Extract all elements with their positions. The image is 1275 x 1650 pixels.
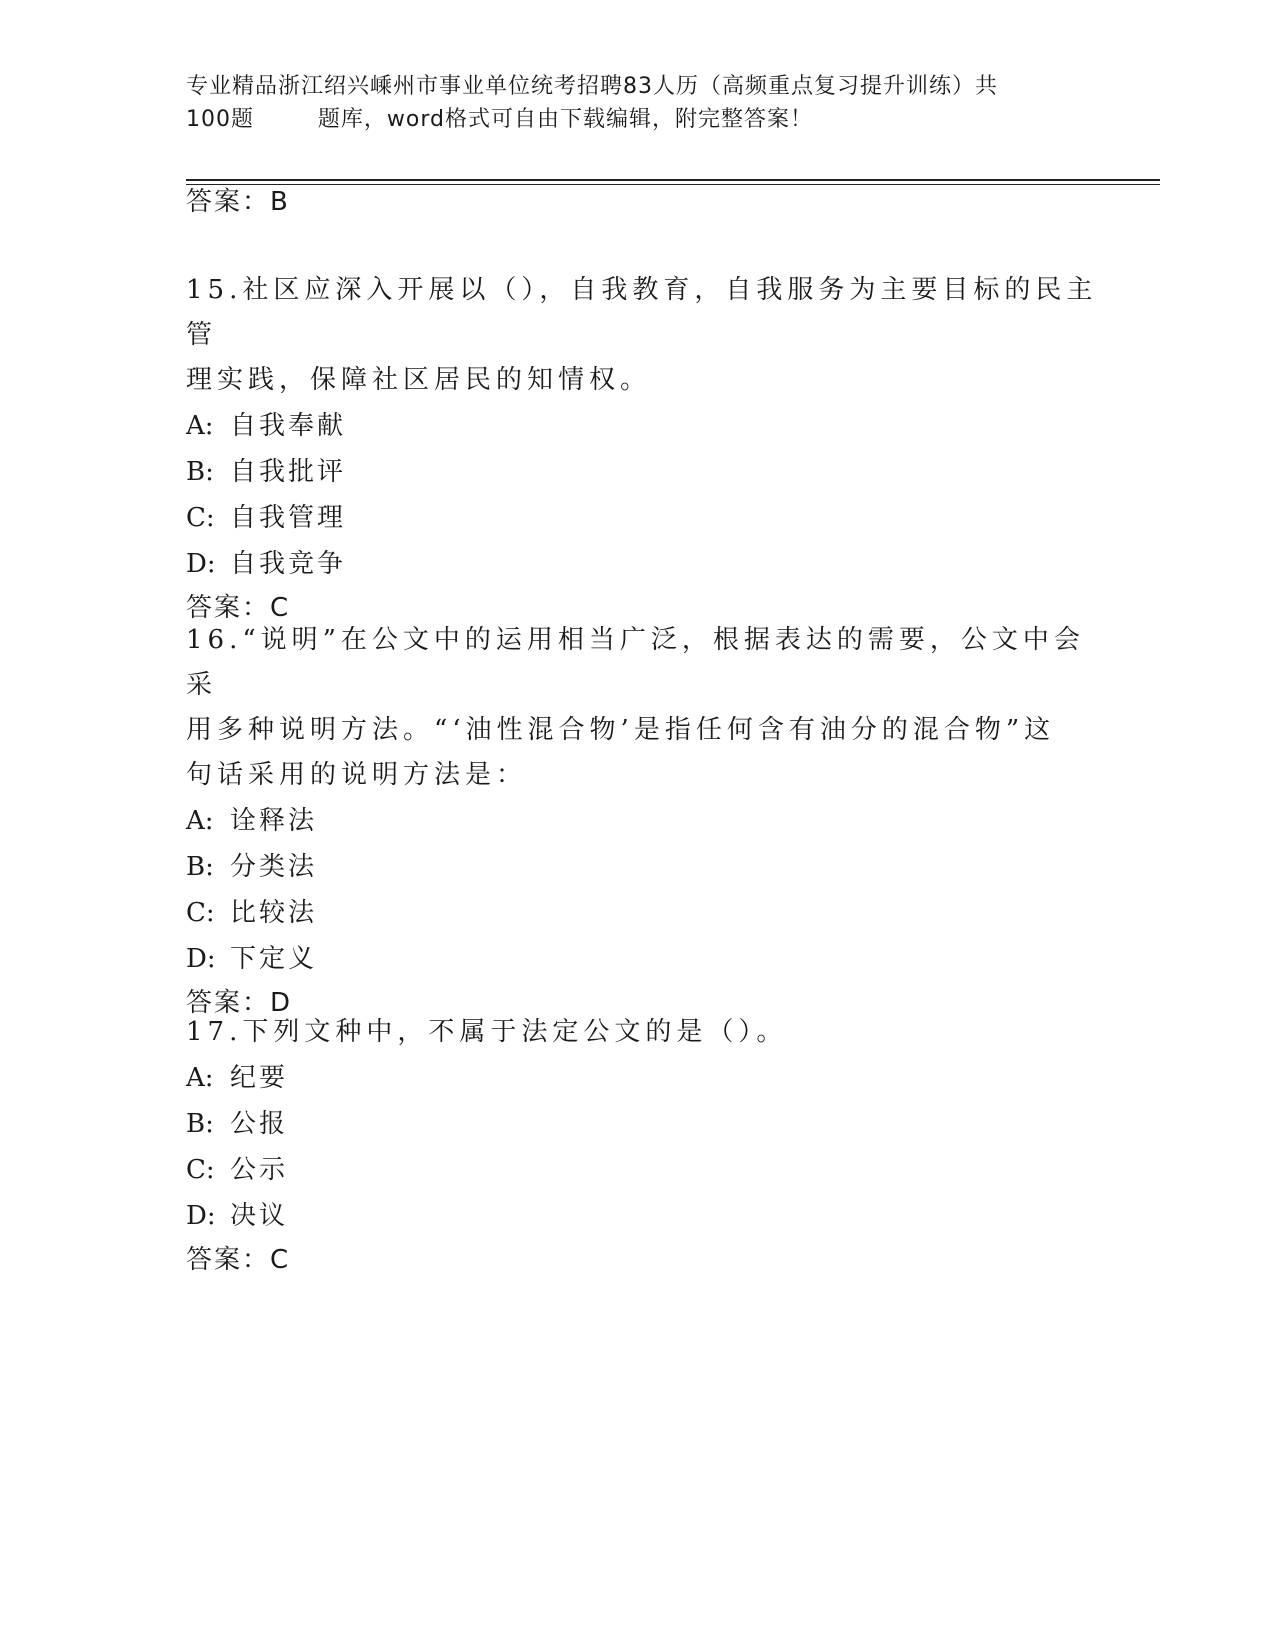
option-key: B: xyxy=(186,1109,214,1139)
question-16-options xyxy=(186,798,1106,982)
option-text: 决议 xyxy=(230,1201,289,1231)
question-16 xyxy=(186,618,1106,1022)
option-key: D: xyxy=(186,944,216,974)
option-key: A: xyxy=(186,1063,214,1093)
question-16-line-2: 用多种说明方法。“‘油性混合物’是指任何含有油分的混合物”这 xyxy=(186,715,1056,745)
option-text: 自我批评 xyxy=(230,457,347,487)
option-key: C: xyxy=(186,1155,215,1185)
option-key: C: xyxy=(186,898,215,928)
question-16-stem xyxy=(186,618,1106,798)
header-title-line-2: 100题 题库，word格式可自由下载编辑，附完整答案！ xyxy=(186,107,814,132)
option-key: B: xyxy=(186,457,214,487)
option-text: 下定义 xyxy=(230,944,318,974)
question-16-option-b xyxy=(186,844,1106,890)
question-16-option-d xyxy=(186,936,1106,982)
question-15-line-2: 理实践，保障社区居民的知情权。 xyxy=(186,365,652,395)
option-text: 自我管理 xyxy=(230,503,347,533)
option-text: 自我奉献 xyxy=(230,411,347,441)
option-text: 纪要 xyxy=(230,1063,289,1093)
question-17-stem xyxy=(186,1010,1106,1055)
option-key: C: xyxy=(186,503,215,533)
option-text: 公报 xyxy=(230,1109,289,1139)
option-key: D: xyxy=(186,1201,216,1231)
question-16-option-c xyxy=(186,890,1106,936)
question-15-line-1: 15.社区应深入开展以（），自我教育，自我服务为主要目标的民主管 xyxy=(186,275,1098,350)
question-17-option-b xyxy=(186,1101,1106,1147)
option-text: 自我竞争 xyxy=(230,549,347,579)
question-17-answer: 答案：C xyxy=(186,1245,291,1275)
question-16-answer: 答案：D xyxy=(186,988,293,1018)
question-15 xyxy=(186,268,1106,627)
question-15-stem xyxy=(186,268,1106,403)
answer-previous: 答案：B xyxy=(186,187,290,217)
question-15-answer: 答案：C xyxy=(186,593,291,623)
option-text: 分类法 xyxy=(230,852,318,882)
option-key: B: xyxy=(186,852,214,882)
question-16-line-3: 句话采用的说明方法是： xyxy=(186,760,528,790)
question-17-option-d xyxy=(186,1193,1106,1239)
header-divider-thick xyxy=(186,179,1160,181)
question-15-option-c xyxy=(186,495,1106,541)
question-16-line-1: 16.“说明”在公文中的运用相当广泛，根据表达的需要，公文中会采 xyxy=(186,625,1085,700)
question-16-option-a xyxy=(186,798,1106,844)
question-15-options xyxy=(186,403,1106,587)
question-17 xyxy=(186,1010,1106,1279)
question-15-option-d xyxy=(186,541,1106,587)
option-text: 诠释法 xyxy=(230,806,318,836)
option-key: D: xyxy=(186,549,216,579)
option-key: A: xyxy=(186,411,214,441)
option-text: 比较法 xyxy=(230,898,318,928)
question-15-option-b xyxy=(186,449,1106,495)
question-17-options xyxy=(186,1055,1106,1239)
option-text: 公示 xyxy=(230,1155,289,1185)
question-15-option-a xyxy=(186,403,1106,449)
question-17-option-c xyxy=(186,1147,1106,1193)
question-17-option-a xyxy=(186,1055,1106,1101)
header-title-line-1: 专业精品浙江绍兴嵊州市事业单位统考招聘83人历（高频重点复习提升训练）共 xyxy=(186,74,998,99)
page-header xyxy=(186,70,1086,136)
option-key: A: xyxy=(186,806,214,836)
question-17-line-1: 17.下列文种中，不属于法定公文的是（）。 xyxy=(186,1017,788,1047)
